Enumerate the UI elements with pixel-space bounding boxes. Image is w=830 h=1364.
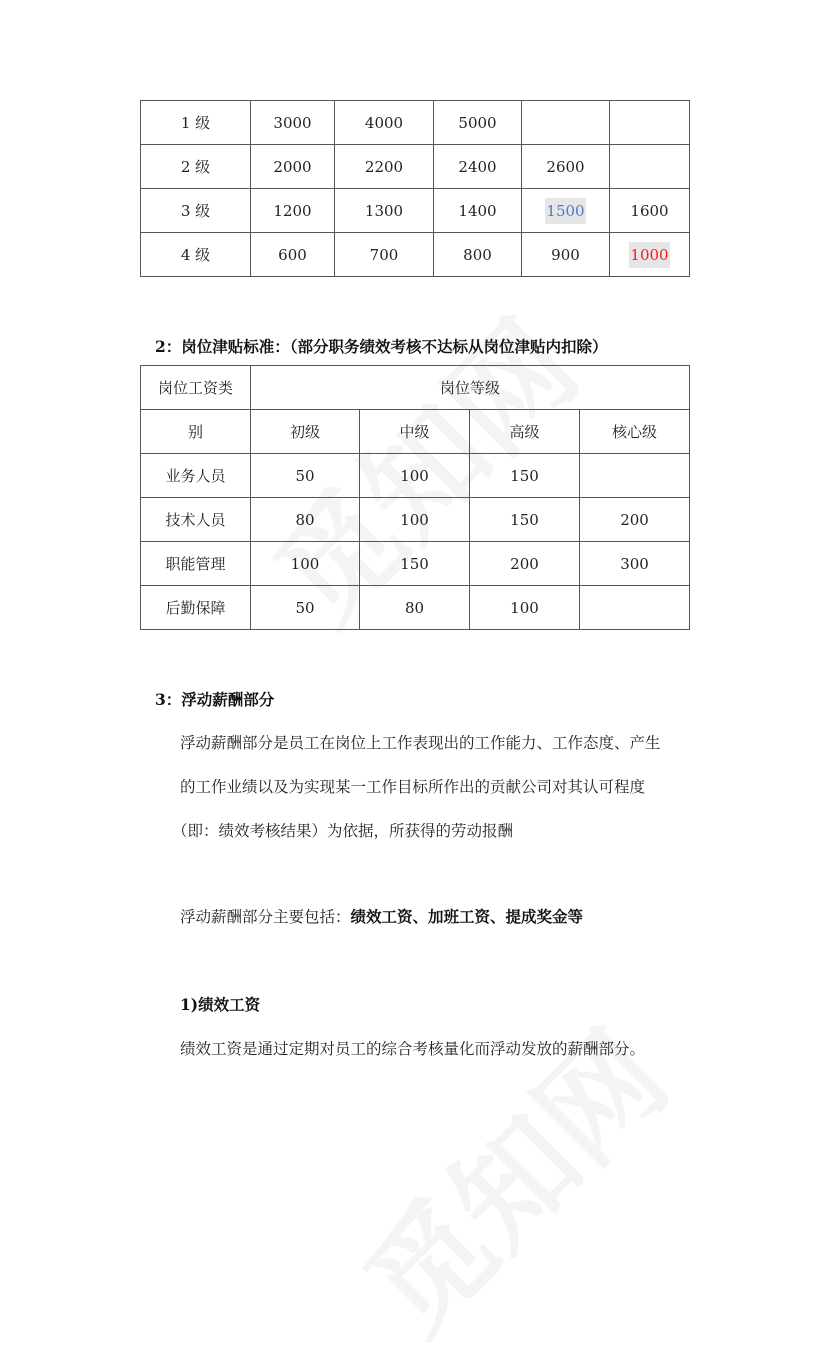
table-row [141,233,690,277]
table-row [141,542,690,586]
table-cell [580,586,690,630]
table-row [141,145,690,189]
salary-level-table [140,100,690,277]
row-label: 职能管理 [141,542,251,586]
table-row [141,101,690,145]
table-cell [610,233,690,277]
table-cell [610,101,690,145]
table-cell: 200 [470,542,580,586]
table-cell: 2400 [434,145,522,189]
group-header: 岗位等级 [251,366,690,410]
table-row [141,586,690,630]
table-cell: 2600 [522,145,610,189]
table-cell [522,101,610,145]
paragraph-line: 的工作业绩以及为实现某一工作目标所作出的贡献公司对其认可程度 [180,778,646,796]
section-heading-2: 2：岗位津贴标准：（部分职务绩效考核不达标从岗位津贴内扣除） [155,337,608,356]
table-cell: 100 [360,498,470,542]
table-cell: 1400 [434,189,522,233]
highlighted-value: 1000 [629,242,669,268]
table-row [141,498,690,542]
table-cell: 150 [470,454,580,498]
paragraph-line: 浮动薪酬部分是员工在岗位上工作表现出的工作能力、工作态度、产生 [180,734,661,752]
section-heading-3: 3：浮动薪酬部分 [155,690,275,709]
table-cell: 80 [251,498,360,542]
position-allowance-table [140,365,690,630]
table-header-row [141,410,690,454]
table-cell: 2200 [335,145,434,189]
row-label: 2 级 [141,145,251,189]
table-cell: 100 [470,586,580,630]
table-cell: 600 [251,233,335,277]
table-cell: 80 [360,586,470,630]
table-cell [522,189,610,233]
column-header: 高级 [470,410,580,454]
highlighted-value: 1500 [545,198,585,224]
table-cell: 300 [580,542,690,586]
table-cell: 1600 [610,189,690,233]
row-label: 4 级 [141,233,251,277]
table-cell: 100 [360,454,470,498]
column-header: 初级 [251,410,360,454]
table-cell: 900 [522,233,610,277]
table-cell: 700 [335,233,434,277]
subsection-heading: 1)绩效工资 [180,995,261,1014]
table-cell: 800 [434,233,522,277]
column-header: 核心级 [580,410,690,454]
table-cell [610,145,690,189]
row-label: 3 级 [141,189,251,233]
table-cell: 50 [251,454,360,498]
corner-header: 岗位工资类 [141,366,251,410]
includes-line [180,905,583,927]
row-label: 技术人员 [141,498,251,542]
table-cell: 150 [470,498,580,542]
table-cell: 50 [251,586,360,630]
table-cell: 150 [360,542,470,586]
paragraph: 绩效工资是通过定期对员工的综合考核量化而浮动发放的薪酬部分。 [180,1040,646,1058]
table-header-row [141,366,690,410]
table-row [141,454,690,498]
row-label: 业务人员 [141,454,251,498]
table-cell: 3000 [251,101,335,145]
table-cell: 4000 [335,101,434,145]
table-cell: 100 [251,542,360,586]
table-cell: 200 [580,498,690,542]
paragraph-line: （即：绩效考核结果）为依据，所获得的劳动报酬 [172,822,514,840]
row-label: 后勤保障 [141,586,251,630]
row-label: 1 级 [141,101,251,145]
table-cell [580,454,690,498]
table-cell: 1300 [335,189,434,233]
corner-header-cont: 别 [141,410,251,454]
includes-prefix: 浮动薪酬部分主要包括： [180,908,351,926]
table-cell: 5000 [434,101,522,145]
table-cell: 2000 [251,145,335,189]
column-header: 中级 [360,410,470,454]
table-row [141,189,690,233]
table-cell: 1200 [251,189,335,233]
includes-items: 绩效工资、加班工资、提成奖金等 [350,907,584,926]
